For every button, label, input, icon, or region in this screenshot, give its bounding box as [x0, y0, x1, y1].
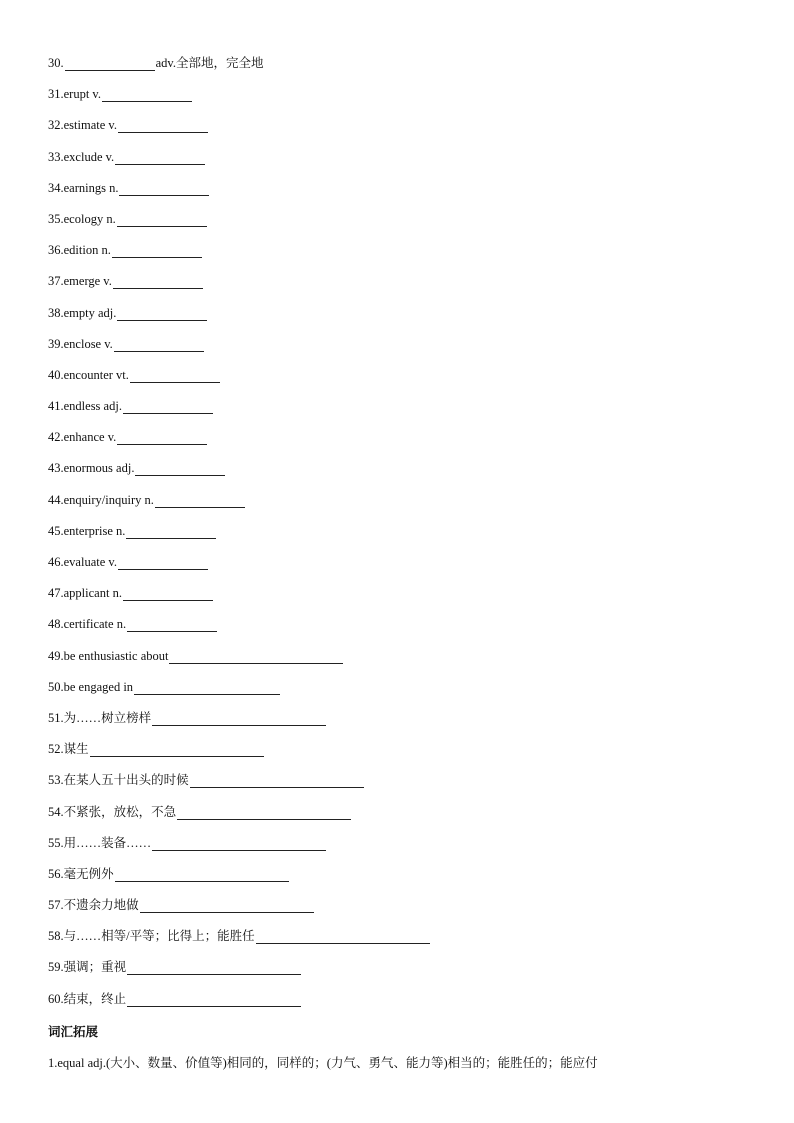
answer-blank[interactable]: [155, 491, 245, 508]
item-term: empty adj.: [63, 305, 117, 320]
item-number: 34.: [48, 180, 64, 195]
answer-blank[interactable]: [256, 927, 430, 944]
vocab-item: [48, 270, 748, 301]
answer-blank[interactable]: [118, 553, 208, 570]
vocab-item: [48, 769, 748, 800]
vocab-item: [48, 302, 748, 333]
vocab-item: [48, 208, 748, 239]
item-number: 60.: [48, 991, 64, 1006]
vocab-item: [48, 801, 748, 832]
vocab-item: [48, 177, 748, 208]
item-term: earnings n.: [63, 180, 119, 195]
item-number: 42.: [48, 430, 64, 445]
item-number: 46.: [48, 555, 64, 569]
item-term: enterprise n.: [63, 523, 126, 538]
vocab-item: [48, 239, 748, 270]
item-term: 结束，终止: [63, 991, 127, 1006]
answer-blank[interactable]: [117, 304, 207, 321]
item-term: 为……树立榜样: [63, 710, 152, 725]
answer-blank[interactable]: [65, 54, 155, 71]
vocab-item: [48, 894, 748, 925]
vocab-item: [48, 52, 748, 83]
vocab-item: [48, 395, 748, 426]
vocab-item: [48, 988, 748, 1019]
item-number: 51.: [48, 710, 64, 725]
answer-blank[interactable]: [123, 584, 213, 601]
answer-blank[interactable]: [126, 522, 216, 539]
expansion-entry: 1.equal adj.(大小、数量、价值等)相同的，同样的；(力气、勇气、能力等)相当的；能胜任的；能应付: [48, 1056, 598, 1070]
vocab-item: [48, 676, 748, 707]
vocab-item: [48, 333, 748, 364]
item-term: erupt v.: [63, 87, 101, 102]
item-term: emerge v.: [63, 274, 112, 289]
item-term: enquiry/inquiry n.: [63, 492, 154, 507]
item-term: enhance v.: [63, 430, 117, 445]
item-number: 59.: [48, 960, 64, 975]
item-number: 33.: [48, 149, 64, 164]
item-number: 30.: [48, 56, 64, 70]
item-number: 55.: [48, 835, 64, 850]
answer-blank[interactable]: [127, 958, 301, 975]
item-number: 50.: [48, 679, 64, 694]
vocab-item: [48, 551, 748, 582]
vocab-item: [48, 426, 748, 457]
answer-blank[interactable]: [140, 896, 314, 913]
vocab-item: [48, 114, 748, 145]
item-number: 47.: [48, 586, 64, 601]
vocab-item: [48, 489, 748, 520]
answer-blank[interactable]: [113, 272, 203, 289]
item-number: 43.: [48, 461, 64, 476]
item-number: 45.: [48, 523, 64, 538]
item-term: 不遗余力地做: [63, 898, 139, 913]
answer-blank[interactable]: [127, 990, 301, 1007]
vocab-item: [48, 520, 748, 551]
item-number: 49.: [48, 648, 64, 663]
item-term: be enthusiastic about: [63, 648, 169, 663]
item-term: 毫无例外: [63, 866, 114, 881]
item-number: 41.: [48, 399, 64, 414]
item-number: 48.: [48, 617, 64, 632]
vocab-item: [48, 738, 748, 769]
answer-blank[interactable]: [117, 210, 207, 227]
answer-blank[interactable]: [190, 771, 364, 788]
answer-blank[interactable]: [112, 241, 202, 258]
item-term: be engaged in: [63, 679, 134, 694]
answer-blank[interactable]: [169, 647, 343, 664]
answer-blank[interactable]: [135, 459, 225, 476]
vocab-item: [48, 645, 748, 676]
item-term: edition n.: [63, 243, 111, 258]
item-number: 56.: [48, 866, 64, 881]
vocab-item: [48, 146, 748, 177]
item-term: ecology n.: [63, 211, 116, 226]
answer-blank[interactable]: [114, 335, 204, 352]
answer-blank[interactable]: [152, 709, 326, 726]
vocab-item: [48, 925, 748, 956]
item-term: 不紧张，放松，不急: [63, 804, 177, 819]
vocab-item: [48, 457, 748, 488]
answer-blank[interactable]: [90, 740, 264, 757]
item-term: applicant n.: [63, 586, 122, 601]
item-number: 32.: [48, 118, 64, 133]
item-number: 53.: [48, 773, 64, 788]
vocab-item: [48, 956, 748, 987]
item-term: 谋生: [63, 742, 89, 757]
answer-blank[interactable]: [102, 85, 192, 102]
answer-blank[interactable]: [134, 678, 280, 695]
item-term: estimate v.: [63, 118, 117, 133]
answer-blank[interactable]: [115, 865, 289, 882]
item-number: 37.: [48, 274, 64, 289]
vocab-item: [48, 832, 748, 863]
item-number: 58.: [48, 929, 64, 944]
item-definition: adv.全部地，完全地: [155, 56, 264, 70]
item-term: certificate n.: [63, 617, 127, 632]
item-term: 与……相等/平等；比得上；能胜任: [63, 929, 255, 944]
item-number: 54.: [48, 804, 64, 819]
item-term: encounter vt.: [63, 367, 129, 382]
item-number: 36.: [48, 243, 64, 258]
answer-blank[interactable]: [130, 366, 220, 383]
answer-blank[interactable]: [152, 834, 326, 851]
vocab-item: [48, 83, 748, 114]
answer-blank[interactable]: [123, 397, 213, 414]
item-term: endless adj.: [63, 399, 122, 414]
answer-blank[interactable]: [119, 179, 209, 196]
item-number: 44.: [48, 492, 64, 507]
answer-blank[interactable]: [177, 803, 351, 820]
item-term: enormous adj.: [63, 461, 135, 476]
item-term: evaluate v.: [63, 555, 117, 569]
item-number: 40.: [48, 367, 64, 382]
item-number: 39.: [48, 336, 64, 351]
vocab-item: [48, 863, 748, 894]
item-term: enclose v.: [63, 336, 113, 351]
answer-blank[interactable]: [118, 116, 208, 133]
item-number: 57.: [48, 898, 64, 913]
answer-blank[interactable]: [127, 615, 217, 632]
item-term: 强调；重视: [63, 960, 127, 975]
answer-blank[interactable]: [115, 148, 205, 165]
vocab-item: [48, 707, 748, 738]
item-term: 用……装备……: [63, 835, 152, 850]
item-number: 52.: [48, 742, 64, 757]
vocabulary-list: [48, 52, 748, 1019]
item-number: 35.: [48, 211, 64, 226]
item-number: 31.: [48, 87, 64, 102]
section-title: 词汇拓展: [48, 1024, 99, 1039]
answer-blank[interactable]: [117, 428, 207, 445]
item-term: 在某人五十出头的时候: [63, 773, 189, 788]
vocab-item: [48, 613, 748, 644]
item-number: 38.: [48, 305, 64, 320]
vocab-item: [48, 364, 748, 395]
vocab-item: [48, 582, 748, 613]
item-term: exclude v.: [63, 149, 115, 164]
